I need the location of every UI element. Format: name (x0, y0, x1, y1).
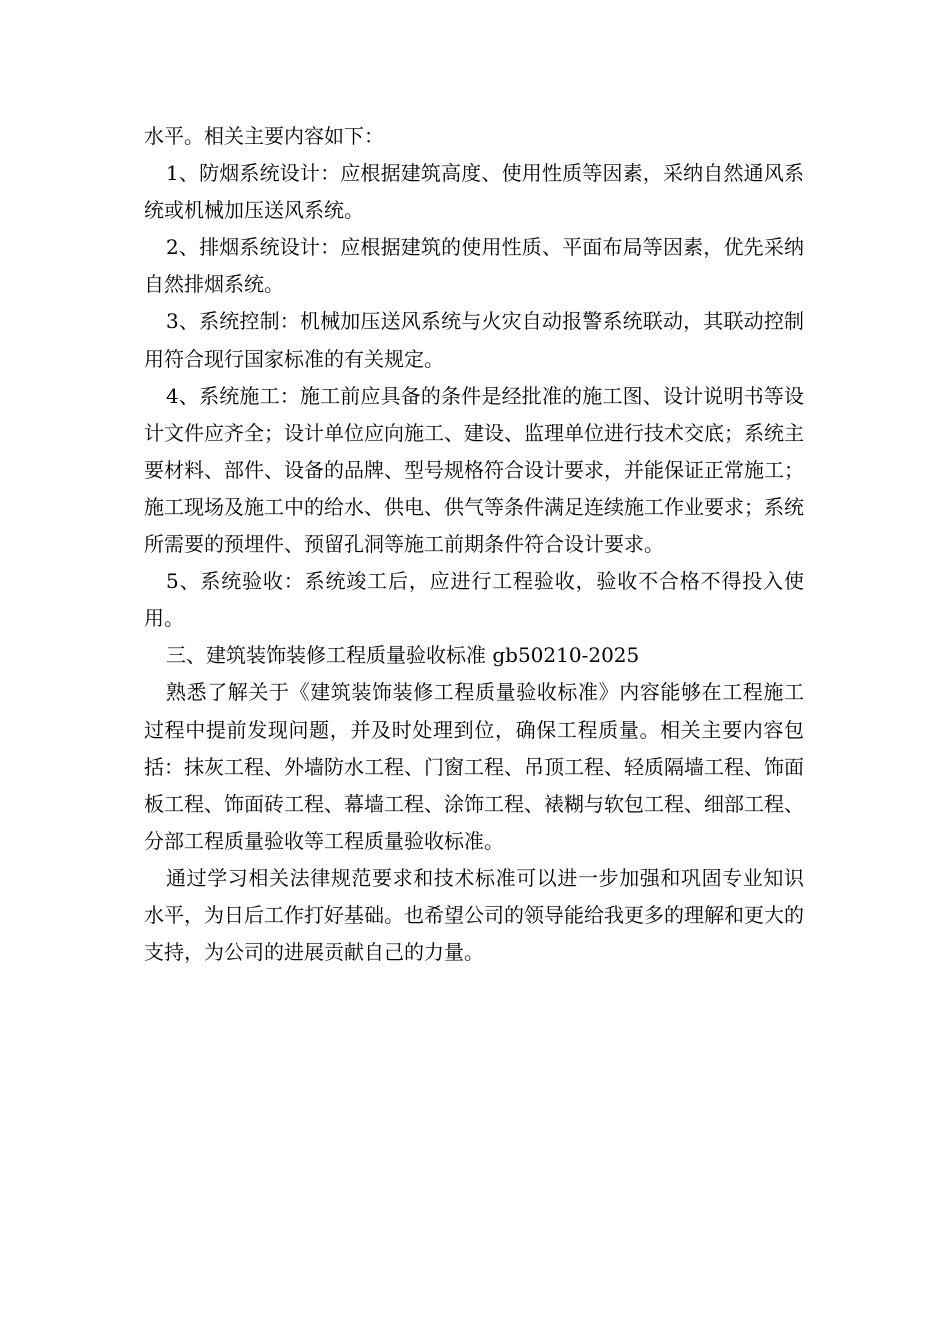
document-body (144, 118, 804, 971)
paragraph-conclusion: 通过学习相关法律规范要求和技术标准可以进一步加强和巩固专业知识水平，为日后工作打好基础。也希望公司的领导能给我更多的理解和更大的支持，为公司的进展贡献自己的力量。 (144, 865, 804, 965)
section-heading-decoration-standard: 三、建筑装饰装修工程质量验收标准 gb50210-2025 (166, 643, 640, 668)
paragraph-system-control: 3、系统控制：机械加压送风系统与火灾自动报警系统联动，其联动控制用符合现行国家标准的有关规定。 (144, 309, 804, 371)
paragraph-continuation: 水平。相关主要内容如下： (144, 124, 384, 148)
paragraph-system-construction: 4、系统施工：施工前应具备的条件是经批准的施工图、设计说明书等设计文件应齐全；设计单位应向施工、建设、监理单位进行技术交底；系统主要材料、部件、设备的品牌、型号规格符合设计要求，并能保证正常施工；施工现场及施工中的给水、供电、供气等条件满足连续施工作业要求；系统所需要的预埋件、预留孔洞等施工前期条件符合设计要求。 (144, 383, 804, 557)
paragraph-smoke-exhaust-design: 2、排烟系统设计：应根据建筑的使用性质、平面布局等因素，优先采纳自然排烟系统。 (144, 235, 804, 297)
paragraph-decoration-standard-content: 熟悉了解关于《建筑装饰装修工程质量验收标准》内容能够在工程施工过程中提前发现问题，并及时处理到位，确保工程质量。相关主要内容包括：抹灰工程、外墙防水工程、门窗工程、吊顶工程、轻质隔墙工程、饰面板工程、饰面砖工程、幕墙工程、涂饰工程、裱糊与软包工程、细部工程、分部工程质量验收等工程质量验收标准。 (144, 680, 804, 853)
paragraph-system-acceptance: 5、系统验收：系统竣工后，应进行工程验收，验收不合格不得投入使用。 (144, 569, 804, 631)
paragraph-smoke-prevention-design: 1、防烟系统设计：应根据建筑高度、使用性质等因素，采纳自然通风系统或机械加压送风系统。 (144, 161, 804, 223)
